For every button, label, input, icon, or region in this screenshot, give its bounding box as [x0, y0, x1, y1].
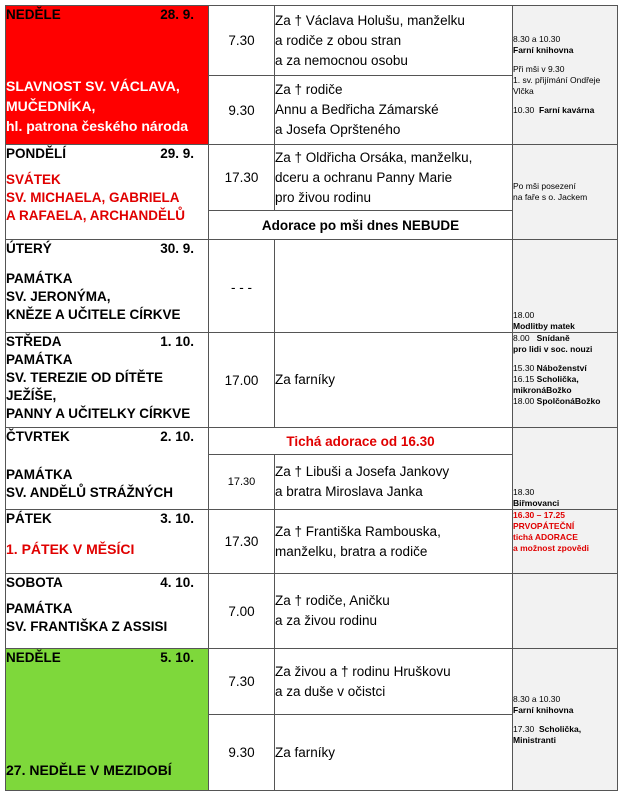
notes-cell: [513, 649, 618, 791]
mass-intention: [275, 333, 513, 428]
intention-line: manželku, bratra a rodiče: [275, 543, 428, 559]
table-row: [6, 428, 618, 455]
day-cell-sunday-2: [6, 649, 209, 791]
day-cell-monday: [6, 145, 209, 240]
feast-line: KNĚZE A UČITELE CÍRKVE: [6, 307, 181, 322]
day-date: 29. 9.: [160, 146, 194, 161]
note-text: Biřmovanci: [513, 498, 560, 508]
table-row: [6, 145, 618, 211]
feast-line: SV. MICHAELA, GABRIELA: [6, 190, 180, 205]
day-name: NEDĚLE: [6, 7, 61, 22]
feast-line: SV. FRANTIŠKA Z ASSISI: [6, 619, 168, 634]
day-cell-friday: [6, 510, 209, 574]
mass-intention: [275, 6, 513, 76]
intention-line: a za nemocnou osobu: [275, 52, 408, 68]
note-time: 15.30: [513, 363, 535, 373]
day-cell-wednesday: [6, 333, 209, 428]
note-text: PRVOPÁTEČNÍ: [513, 521, 575, 531]
mass-intention: [275, 649, 513, 715]
note-text: na faře s o. Jackem: [513, 192, 588, 202]
note-text: SpolčonáBožko: [536, 396, 601, 406]
day-cell-thursday: [6, 428, 209, 510]
intention-line: Za † rodiče: [275, 82, 343, 97]
feast-line: SV. JERONÝMA,: [6, 289, 111, 304]
day-date: 30. 9.: [160, 241, 194, 256]
mass-time: 17.30: [209, 145, 275, 211]
note-text: Scholička,: [539, 723, 582, 734]
day-cell-saturday: [6, 574, 209, 649]
intention-line: a bratra Miroslava Janka: [275, 484, 423, 499]
day-name: NEDĚLE: [6, 650, 61, 665]
note-time: 18.00: [513, 310, 535, 320]
notes-cell: [513, 428, 618, 510]
intention-line: Za † Oldřicha Orsáka, manželku,: [275, 149, 473, 165]
mass-intention: [275, 455, 513, 510]
feast-line: hl. patrona českého národa: [6, 118, 189, 134]
notes-cell: [513, 574, 618, 649]
feast-line: A RAFAELA, ARCHANDĚLŮ: [6, 208, 185, 223]
table-row: [6, 333, 618, 428]
feast-line: PAMÁTKA: [6, 352, 73, 367]
note-time: 10.30: [513, 105, 535, 115]
note-text: Modlitby matek: [513, 321, 575, 331]
mass-time: 17.30: [209, 510, 275, 574]
table-row: [6, 6, 618, 76]
intention-line: a za duše v očistci: [275, 683, 386, 699]
mass-intention: [275, 574, 513, 649]
adoration-notice: Tichá adorace od 16.30: [209, 428, 513, 455]
feast-line: PAMÁTKA: [6, 467, 73, 482]
intention-line: Za † Františka Rambouska,: [275, 523, 441, 539]
intention-line: Za živou a † rodinu Hruškovu: [275, 663, 451, 679]
day-date: 1. 10.: [160, 334, 194, 349]
note-time: 16.15: [513, 374, 535, 384]
day-name: PONDĚLÍ: [6, 146, 67, 161]
feast-line: SLAVNOST SV. VÁCLAVA,: [6, 78, 180, 94]
feast-line: PANNY A UČITELKY CÍRKVE: [6, 406, 191, 421]
note-text: Náboženství: [536, 363, 587, 373]
intention-line: a za živou rodinu: [275, 613, 378, 628]
feast-line: 27. NEDĚLE V MEZIDOBÍ: [6, 762, 172, 778]
weekly-schedule-table: [5, 5, 618, 791]
mass-time: 7.30: [209, 6, 275, 76]
intention-line: Annu a Bedřicha Zámarské: [275, 102, 439, 117]
day-date: 3. 10.: [160, 511, 194, 526]
intention-line: a Josefa Opršteného: [275, 122, 401, 137]
note-time: 8.30 a 10.30: [513, 34, 561, 44]
note-text: Farní kavárna: [539, 105, 595, 115]
mass-intention: [275, 715, 513, 791]
table-row: [6, 510, 618, 574]
note-time: 18.00: [513, 396, 535, 406]
mass-time: 17.00: [209, 333, 275, 428]
note-text: pro lidi v soc. nouzi: [513, 344, 593, 354]
feast-line: SV. TEREZIE OD DÍTĚTE JEŽÍŠE,: [6, 370, 164, 403]
intention-line: pro živou rodinu: [275, 189, 372, 205]
table-row: [6, 240, 618, 333]
mass-intention: [275, 145, 513, 211]
note-time: 8.30 a 10.30: [513, 693, 561, 704]
notes-cell: [513, 510, 618, 574]
note-text: Farní knihovna: [513, 704, 574, 715]
mass-time: 7.30: [209, 649, 275, 715]
note-time: 8.00: [513, 333, 530, 343]
notes-cell: [513, 145, 618, 240]
mass-time: 9.30: [209, 76, 275, 145]
note-text: mikronáBožko: [513, 385, 572, 395]
mass-intention: [275, 510, 513, 574]
day-name: ÚTERÝ: [6, 241, 52, 256]
mass-time: 7.00: [209, 574, 275, 649]
intention-line: Za † Václava Holušu, manželku: [275, 12, 465, 28]
day-name: SOBOTA: [6, 575, 63, 590]
note-time: 18.30: [513, 487, 535, 497]
day-cell-tuesday: [6, 240, 209, 333]
table-row: [6, 574, 618, 649]
day-name: PÁTEK: [6, 511, 52, 526]
notes-cell: [513, 240, 618, 333]
day-date: 4. 10.: [160, 575, 194, 590]
mass-intention: [275, 240, 513, 333]
table-row: [6, 649, 618, 715]
note-text: Scholička,: [536, 374, 579, 384]
note-text: Při mši v 9.30: [513, 64, 565, 74]
day-date: 28. 9.: [160, 7, 194, 22]
intention-line: Za † rodiče, Aničku: [275, 593, 390, 608]
notes-cell: [513, 6, 618, 145]
mass-time: 9.30: [209, 715, 275, 791]
adoration-notice: Adorace po mši dnes NEBUDE: [209, 211, 513, 240]
intention-line: Za farníky: [275, 744, 336, 760]
mass-time: 17.30: [209, 455, 275, 510]
day-date: 5. 10.: [160, 650, 194, 665]
intention-line: Za † Libuši a Josefa Jankovy: [275, 464, 450, 479]
intention-line: Za farníky: [275, 372, 336, 387]
day-name: STŘEDA: [6, 334, 62, 349]
feast-line: SV. ANDĚLŮ STRÁŽNÝCH: [6, 485, 174, 500]
note-time: 16.30 – 17.25: [513, 510, 565, 520]
note-text: a možnost zpovědi: [513, 543, 590, 553]
note-text: Po mši posezení: [513, 181, 576, 191]
note-text: Farní knihovna: [513, 45, 574, 55]
feast-line: MUČEDNÍKA,: [6, 98, 96, 114]
note-text: tichá ADORACE: [513, 532, 578, 542]
note-text: Vlčka: [513, 86, 534, 96]
note-text: 1. sv. přijímání Ondřeje: [513, 75, 601, 85]
day-cell-sunday: [6, 6, 209, 145]
feast-line: PAMÁTKA: [6, 601, 73, 616]
mass-intention: [275, 76, 513, 145]
note-time: 17.30: [513, 723, 535, 734]
feast-line: 1. PÁTEK V MĚSÍCI: [6, 541, 135, 557]
note-text: Ministranti: [513, 734, 556, 745]
notes-cell: [513, 333, 618, 428]
day-date: 2. 10.: [160, 429, 194, 444]
feast-line: SVÁTEK: [6, 172, 61, 187]
day-name: ČTVRTEK: [6, 429, 70, 444]
feast-line: PAMÁTKA: [6, 271, 73, 286]
mass-time: - - -: [209, 240, 275, 333]
note-text: Snídaně: [536, 333, 570, 343]
intention-line: a rodiče z obou stran: [275, 32, 402, 48]
intention-line: dceru a ochranu Panny Marie: [275, 169, 453, 185]
